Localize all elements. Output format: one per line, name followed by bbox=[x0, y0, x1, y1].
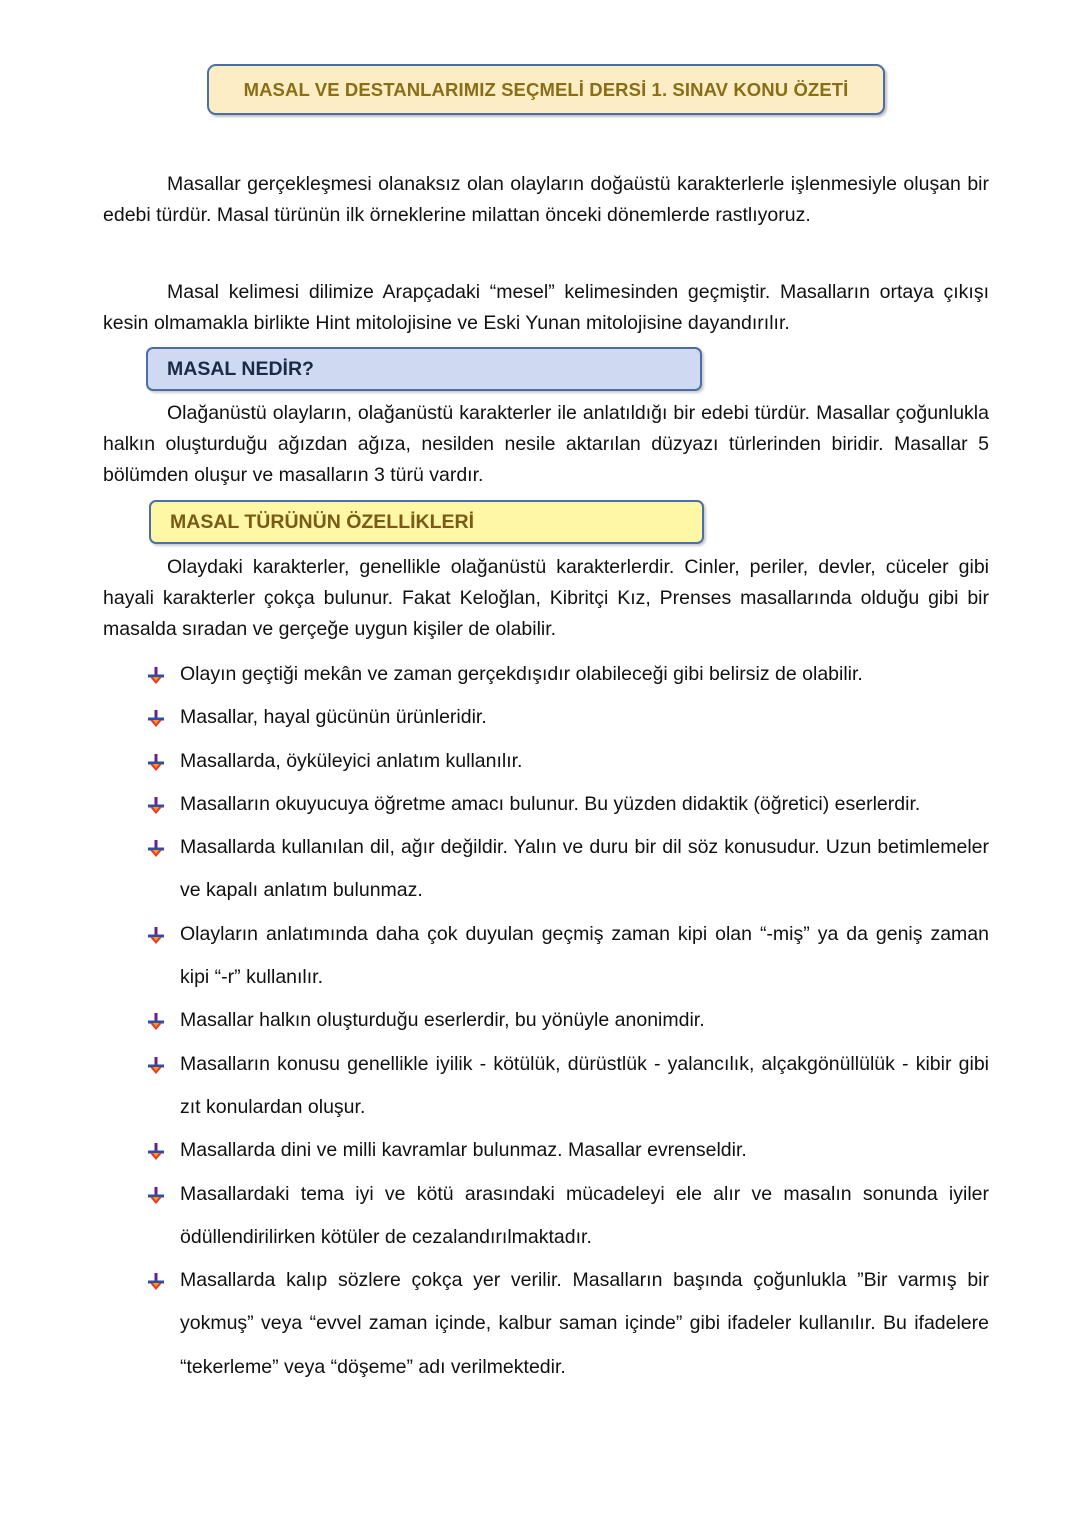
list-item: Masallarda kullanılan dil, ağır değildir. Yalın ve duru bir dil söz konusudur. Uzun betimlemeler ve kapalı anlatım bulunmaz. bbox=[146, 826, 989, 913]
arrow-bullet-icon bbox=[146, 1271, 166, 1291]
list-item: Masalların konusu genellikle iyilik - kötülük, dürüstlük - yalancılık, alçakgönüllülük - kibir gibi zıt konulardan oluşur. bbox=[146, 1043, 989, 1130]
arrow-bullet-icon bbox=[146, 752, 166, 772]
list-item: Olayların anlatımında daha çok duyulan geçmiş zaman kipi olan “-miş” ya da geniş zaman kipi “-r” kullanılır. bbox=[146, 913, 989, 1000]
arrow-bullet-icon bbox=[146, 708, 166, 728]
features-list bbox=[146, 653, 989, 1389]
page-title: MASAL VE DESTANLARIMIZ SEÇMELİ DERSİ 1. SINAV KONU ÖZETİ bbox=[243, 78, 849, 100]
list-item: Masallar halkın oluşturduğu eserlerdir, bu yönüyle anonimdir. bbox=[146, 999, 989, 1042]
title-banner bbox=[207, 64, 885, 115]
arrow-bullet-icon bbox=[146, 1055, 166, 1075]
list-item: Masallarda kalıp sözlere çokça yer verilir. Masalların başında çoğunlukla ”Bir varmış bir yokmuş” veya “evvel zaman içinde, kalbur saman içinde” gibi ifadeler kullanılır. Bu ifadelere “tekerleme” veya “döşeme” adı verilmektedir. bbox=[146, 1259, 989, 1389]
list-item: Masallar, hayal gücünün ürünleridir. bbox=[146, 696, 989, 739]
arrow-bullet-icon bbox=[146, 1185, 166, 1205]
list-item: Masalların okuyucuya öğretme amacı bulunur. Bu yüzden didaktik (öğretici) eserlerdir. bbox=[146, 783, 989, 826]
section1-paragraph: Olağanüstü olayların, olağanüstü karakterler ile anlatıldığı bir edebi türdür. Masallar çoğunlukla halkın oluşturduğu ağızdan ağıza, nesilden nesile aktarılan düzyazı türlerinden biridir. Masallar 5 bölümden oluşur ve masalların 3 türü vardır. bbox=[103, 402, 989, 486]
section-heading-masal-nedir bbox=[146, 347, 702, 391]
section-heading-ozellikler bbox=[149, 500, 704, 544]
list-item: Olayın geçtiği mekân ve zaman gerçekdışıdır olabileceği gibi belirsiz de olabilir. bbox=[146, 653, 989, 696]
section2-paragraph: Olaydaki karakterler, genellikle olağanüstü karakterlerdir. Cinler, periler, devler, cüceler gibi hayali karakterler çokça bulunur. Fakat Keloğlan, Kibritçi Kız, Prenses masallarında olduğu gibi bir masalda sıradan ve gerçeğe uygun kişiler de olabilir. bbox=[103, 556, 989, 640]
arrow-bullet-icon bbox=[146, 925, 166, 945]
list-item: Masallarda dini ve milli kavramlar bulunmaz. Masallar evrenseldir. bbox=[146, 1129, 989, 1172]
list-item: Masallarda, öyküleyici anlatım kullanılır. bbox=[146, 740, 989, 783]
arrow-bullet-icon bbox=[146, 795, 166, 815]
arrow-bullet-icon bbox=[146, 1011, 166, 1031]
arrow-bullet-icon bbox=[146, 1141, 166, 1161]
arrow-bullet-icon bbox=[146, 665, 166, 685]
intro-paragraph-1: Masallar gerçekleşmesi olanaksız olan olayların doğaüstü karakterlerle işlenmesiyle oluşan bir edebi türdür. Masal türünün ilk örneklerine milattan önceki dönemlerde rastlıyoruz. bbox=[103, 173, 989, 226]
section-heading-text: MASAL TÜRÜNÜN ÖZELLİKLERİ bbox=[170, 510, 475, 533]
intro-paragraph-2: Masal kelimesi dilimize Arapçadaki “mesel” kelimesinden geçmiştir. Masalların ortaya çıkışı kesin olmamakla birlikte Hint mitolojisine ve Eski Yunan mitolojisine dayandırılır. bbox=[103, 281, 989, 334]
list-item: Masallardaki tema iyi ve kötü arasındaki mücadeleyi ele alır ve masalın sonunda iyiler ödüllendirilirken kötüler de cezalandırılmaktadır. bbox=[146, 1173, 989, 1260]
arrow-bullet-icon bbox=[146, 838, 166, 858]
section-heading-text: MASAL NEDİR? bbox=[167, 357, 314, 380]
